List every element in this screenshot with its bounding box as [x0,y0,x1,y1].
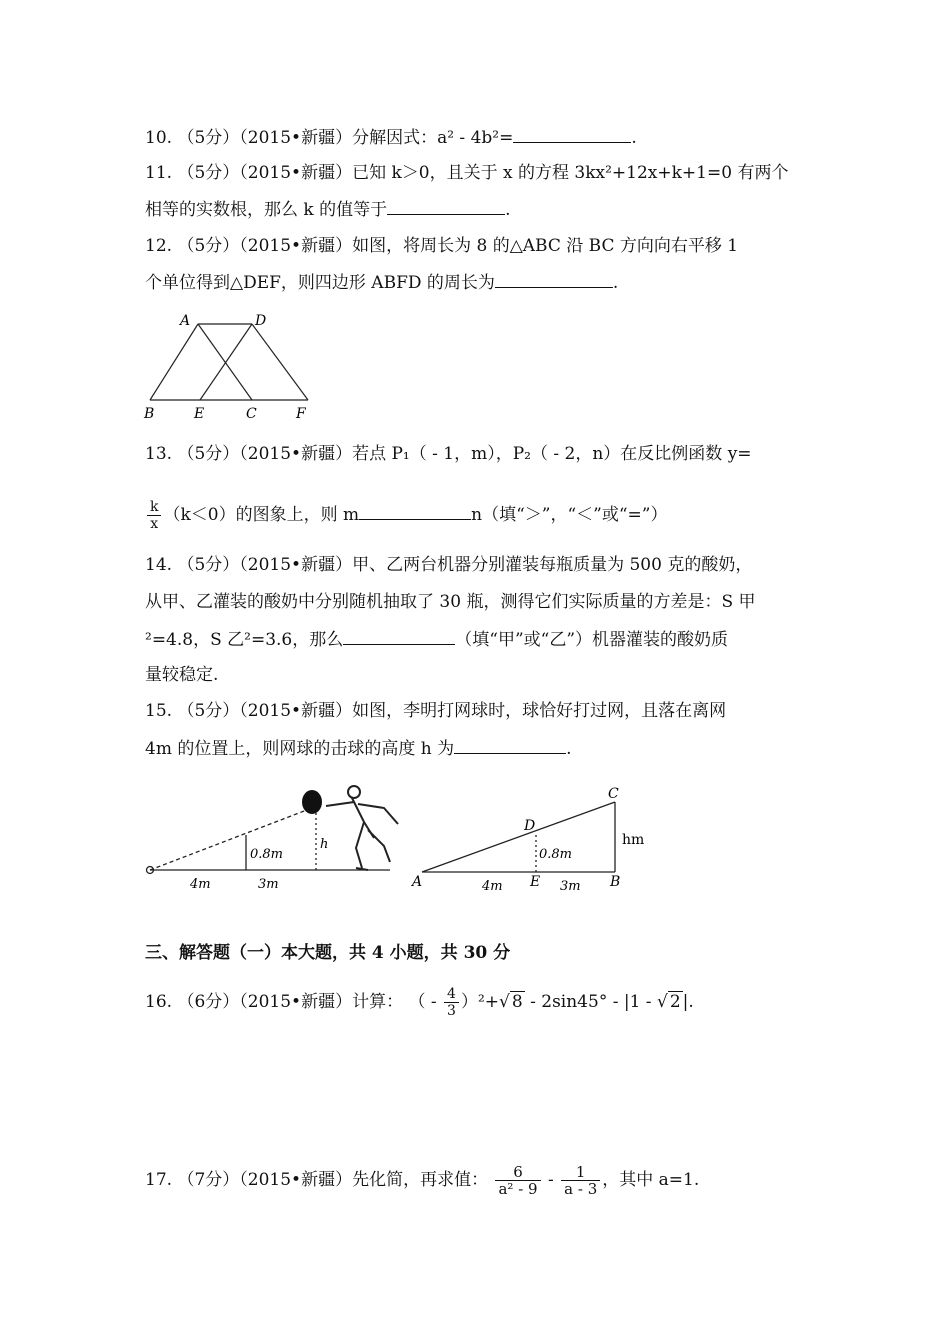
question-15-line1 [145,700,726,722]
q15-text1: 如图，李明打网球时，球恰好打过网，且落在离网 [352,701,727,721]
q15-right-hm: hm [622,832,645,848]
q16-expr-b: ）²+ [460,992,500,1012]
q15-left-h: h [320,837,329,852]
label-c: C [608,786,619,802]
question-13-line2 [145,497,667,533]
q17-fraction-1 [495,1164,540,1197]
q16-sqrt-2: √ 2 [656,992,681,1012]
question-10 [145,126,637,149]
q11-source: （2015•新疆） [239,163,353,183]
label-b: B [610,874,621,890]
q17-f1-num: 6 [495,1164,540,1181]
q10-number: 10. [145,128,173,148]
q12-number: 12. [145,236,173,256]
q13-fraction-k-over-x [147,499,161,532]
q12-source: （2015•新疆） [239,236,353,256]
q12-period: . [612,273,619,293]
label-e: E [530,874,541,890]
q12-figure [140,312,320,424]
q12-score: （5分） [177,236,240,256]
q17-score: （7分） [177,1170,240,1190]
q17-fraction-2 [561,1164,600,1197]
q13-answer-blank[interactable] [359,503,471,520]
q12-answer-blank[interactable] [495,271,613,288]
q17-f2-num: 1 [561,1164,600,1181]
q14-answer-blank[interactable] [343,628,455,645]
q16-expr-a: （ - [408,992,443,1012]
q10-period: . [631,128,637,148]
q14-number: 14. [145,555,173,575]
q11-text2: 相等的实数根，那么 k 的值等于 [145,200,388,220]
q17-number: 17. [145,1170,173,1190]
q13-number: 13. [145,444,173,464]
q11-period: . [505,200,511,220]
q15-period: . [566,739,572,759]
q13-source: （2015•新疆） [239,444,353,464]
q17-end: ，其中 a=1. [602,1170,700,1190]
q15-left-net-height: 0.8m [250,847,284,862]
q15-left-dist-4m: 4m [190,877,211,892]
segment-ab [150,324,198,400]
q12-text1: 如图，将周长为 8 的△ABC 沿 BC 方向向右平移 1 [352,236,739,256]
q13-text2b: n（填“＞”，“＜”或“=”） [471,505,668,525]
q15-text2: 4m 的位置上，则网球的击球的高度 h 为 [145,739,455,759]
segment-df [252,324,308,400]
q14-text3a: ²=4.8，S 乙²=3.6，那么 [145,630,344,650]
question-16 [145,984,694,1020]
segment-ac [422,802,615,872]
q15-answer-blank[interactable] [454,737,566,754]
q16-frac-den: 3 [447,1003,456,1019]
label-d: D [524,818,536,834]
label-b: B [144,406,155,422]
question-14-line3 [145,628,728,651]
q14-text2: 从甲、乙灌装的酸奶中分别随机抽取了 30 瓶，测得它们实际质量的方差是：S 甲 [145,592,756,612]
question-17 [145,1160,699,1200]
question-13-line1 [145,443,752,465]
q15-source: （2015•新疆） [239,701,353,721]
q10-text: 分解因式：a² - 4b²= [352,128,514,148]
label-a: A [412,874,423,890]
q11-number: 11. [145,163,173,183]
q16-text: 计算： [352,992,404,1012]
q11-text1: 已知 k＞0，且关于 x 的方程 3kx²+12x+k+1=0 有两个 [352,163,789,183]
q10-score: （5分） [177,128,240,148]
q16-expr-c: - 2sin45° - |1 - [524,992,657,1012]
ball-trajectory [150,808,312,870]
label-d: D [255,313,267,329]
q12-text2: 个单位得到△DEF，则四边形 ABFD 的周长为 [145,273,495,293]
q15-figure-triangle [410,782,650,896]
q16-frac-num: 4 [444,986,459,1003]
q15-right-dist-4m: 4m [482,879,503,894]
q15-right-net-height: 0.8m [539,847,573,862]
q15-score: （5分） [177,701,240,721]
q14-score: （5分） [177,555,240,575]
q15-right-dist-3m: 3m [560,879,581,894]
q17-text: 先化简，再求值： [352,1170,489,1190]
q13-score: （5分） [177,444,240,464]
question-15-line2 [145,737,572,760]
q14-text1: 甲、乙两台机器分别灌装每瓶质量为 500 克的酸奶， [352,555,753,575]
q16-number: 16. [145,992,173,1012]
section-3-heading: 三、解答题（一）本大题，共 4 小题，共 30 分 [145,943,511,963]
q13-text1: 若点 P₁（ - 1，m），P₂（ - 2，n）在反比例函数 y= [352,444,752,464]
q14-text4: 量较稳定. [145,665,219,685]
q16-sqrt-8-radicand: 8 [511,992,523,1012]
q15-figure-tennis [140,778,400,896]
q17-f1-den: a² - 9 [498,1180,538,1198]
q10-answer-blank[interactable] [513,126,631,143]
question-11-line2 [145,198,511,221]
q17-minus: - [542,1170,560,1190]
q16-sqrt-8: √ 8 [499,992,523,1012]
label-e: E [194,406,205,422]
q14-text3b: （填“甲”或“乙”）机器灌装的酸奶质 [455,630,729,650]
q13-text2a: （k＜0）的图象上，则 m [163,505,360,525]
q17-source: （2015•新疆） [239,1170,353,1190]
label-c: C [246,406,257,422]
q17-f2-den: a - 3 [564,1180,598,1198]
racket-icon [302,790,322,814]
q15-number: 15. [145,701,173,721]
q15-left-dist-3m: 3m [258,877,279,892]
q16-expr-d: |. [682,992,694,1012]
q16-score: （6分） [177,992,240,1012]
q13-frac-num: k [147,499,161,516]
question-12-line1 [145,235,738,257]
q11-answer-blank[interactable] [387,198,505,215]
q14-source: （2015•新疆） [239,555,353,575]
label-f: F [296,406,306,422]
q16-source: （2015•新疆） [239,992,353,1012]
question-12-line2 [145,271,618,294]
q16-sqrt-2-radicand: 2 [669,992,681,1012]
question-14-line1 [145,554,752,576]
label-a: A [180,313,191,329]
q16-fraction [444,986,459,1019]
q13-frac-den: x [150,516,159,532]
q10-source: （2015•新疆） [239,128,353,148]
question-14-line2 [145,591,756,613]
tennis-player-icon [326,786,398,870]
question-11-line1 [145,162,788,184]
question-14-line4 [145,664,218,686]
q11-score: （5分） [177,163,240,183]
